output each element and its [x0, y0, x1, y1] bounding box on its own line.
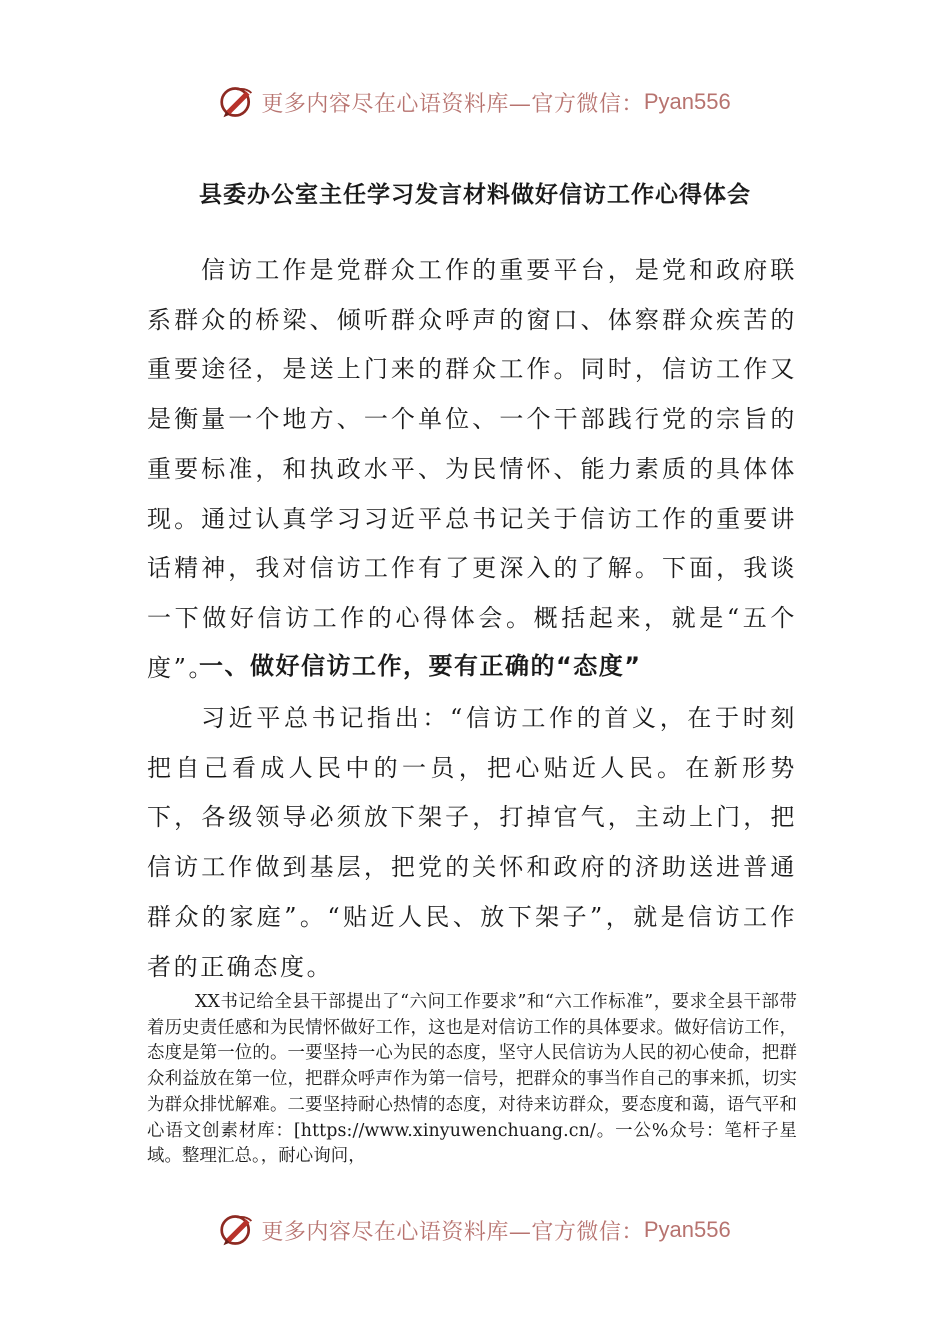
banner-wechat-id: Pyan556: [643, 1217, 731, 1242]
banner-wechat-id: Pyan556: [643, 89, 731, 114]
pen-logo-icon: [219, 84, 255, 120]
header-banner: [0, 80, 950, 124]
section-heading-1: 一、做好信访工作，要有正确的“态度”: [199, 652, 642, 680]
document-title: 县委办公室主任学习发言材料做好信访工作心得体会: [199, 182, 751, 208]
paragraph-intro: 信访工作是党群众工作的重要平台，是党和政府联系群众的桥梁、倾听群众呼声的窗口、体察群众疾苦的重要途径，是送上门来的群众工作。同时，信访工作又是衡量一个地方、一个单位、一个干部践行党的宗旨的重要标准，和执政水平、为民情怀、能力素质的具体体现。通过认真学习习近平总书记关于信访工作的重要讲话精神，我对信访工作有了更深入的了解。下面，我谈一下做好信访工作的心得体会。概括起来，就是“五个度”。: [147, 256, 797, 682]
banner-text: 更多内容尽在心语资料库—官方微信：: [261, 91, 644, 117]
footer-banner: [0, 1208, 950, 1252]
paragraph-detail: XX书记给全县干部提出了“六问工作要求”和“六工作标准”，要求全县干部带着历史责任感和为民情怀做好工作，这也是对信访工作的具体要求。做好信访工作，态度是第一位的。一要坚持一心为民的态度，坚守人民信访为人民的初心使命，把群众利益放在第一位，把群众呼声作为第一信号，把群众的事当作自己的事来抓，切实为群众排忧解难。二要坚持耐心热情的态度，对待来访群众，要态度和蔼，语气平和心语文创素材库：[https://www.xinyuwenchuang.cn/。一公%众号：笔杆子星域。整理汇总。，耐心询问，: [147, 992, 797, 1167]
paragraph-quote: 习近平总书记指出：“信访工作的首义，在于时刻把自己看成人民中的一员，把心贴近人民。在新形势下，各级领导必须放下架子，打掉官气，主动上门，把信访工作做到基层，把党的关怀和政府的济助送进普通群众的家庭”。“贴近人民、放下架子”，就是信访工作者的正确态度。: [147, 704, 797, 981]
banner-text: 更多内容尽在心语资料库—官方微信：: [261, 1219, 644, 1245]
pen-logo-icon: [219, 1212, 255, 1248]
